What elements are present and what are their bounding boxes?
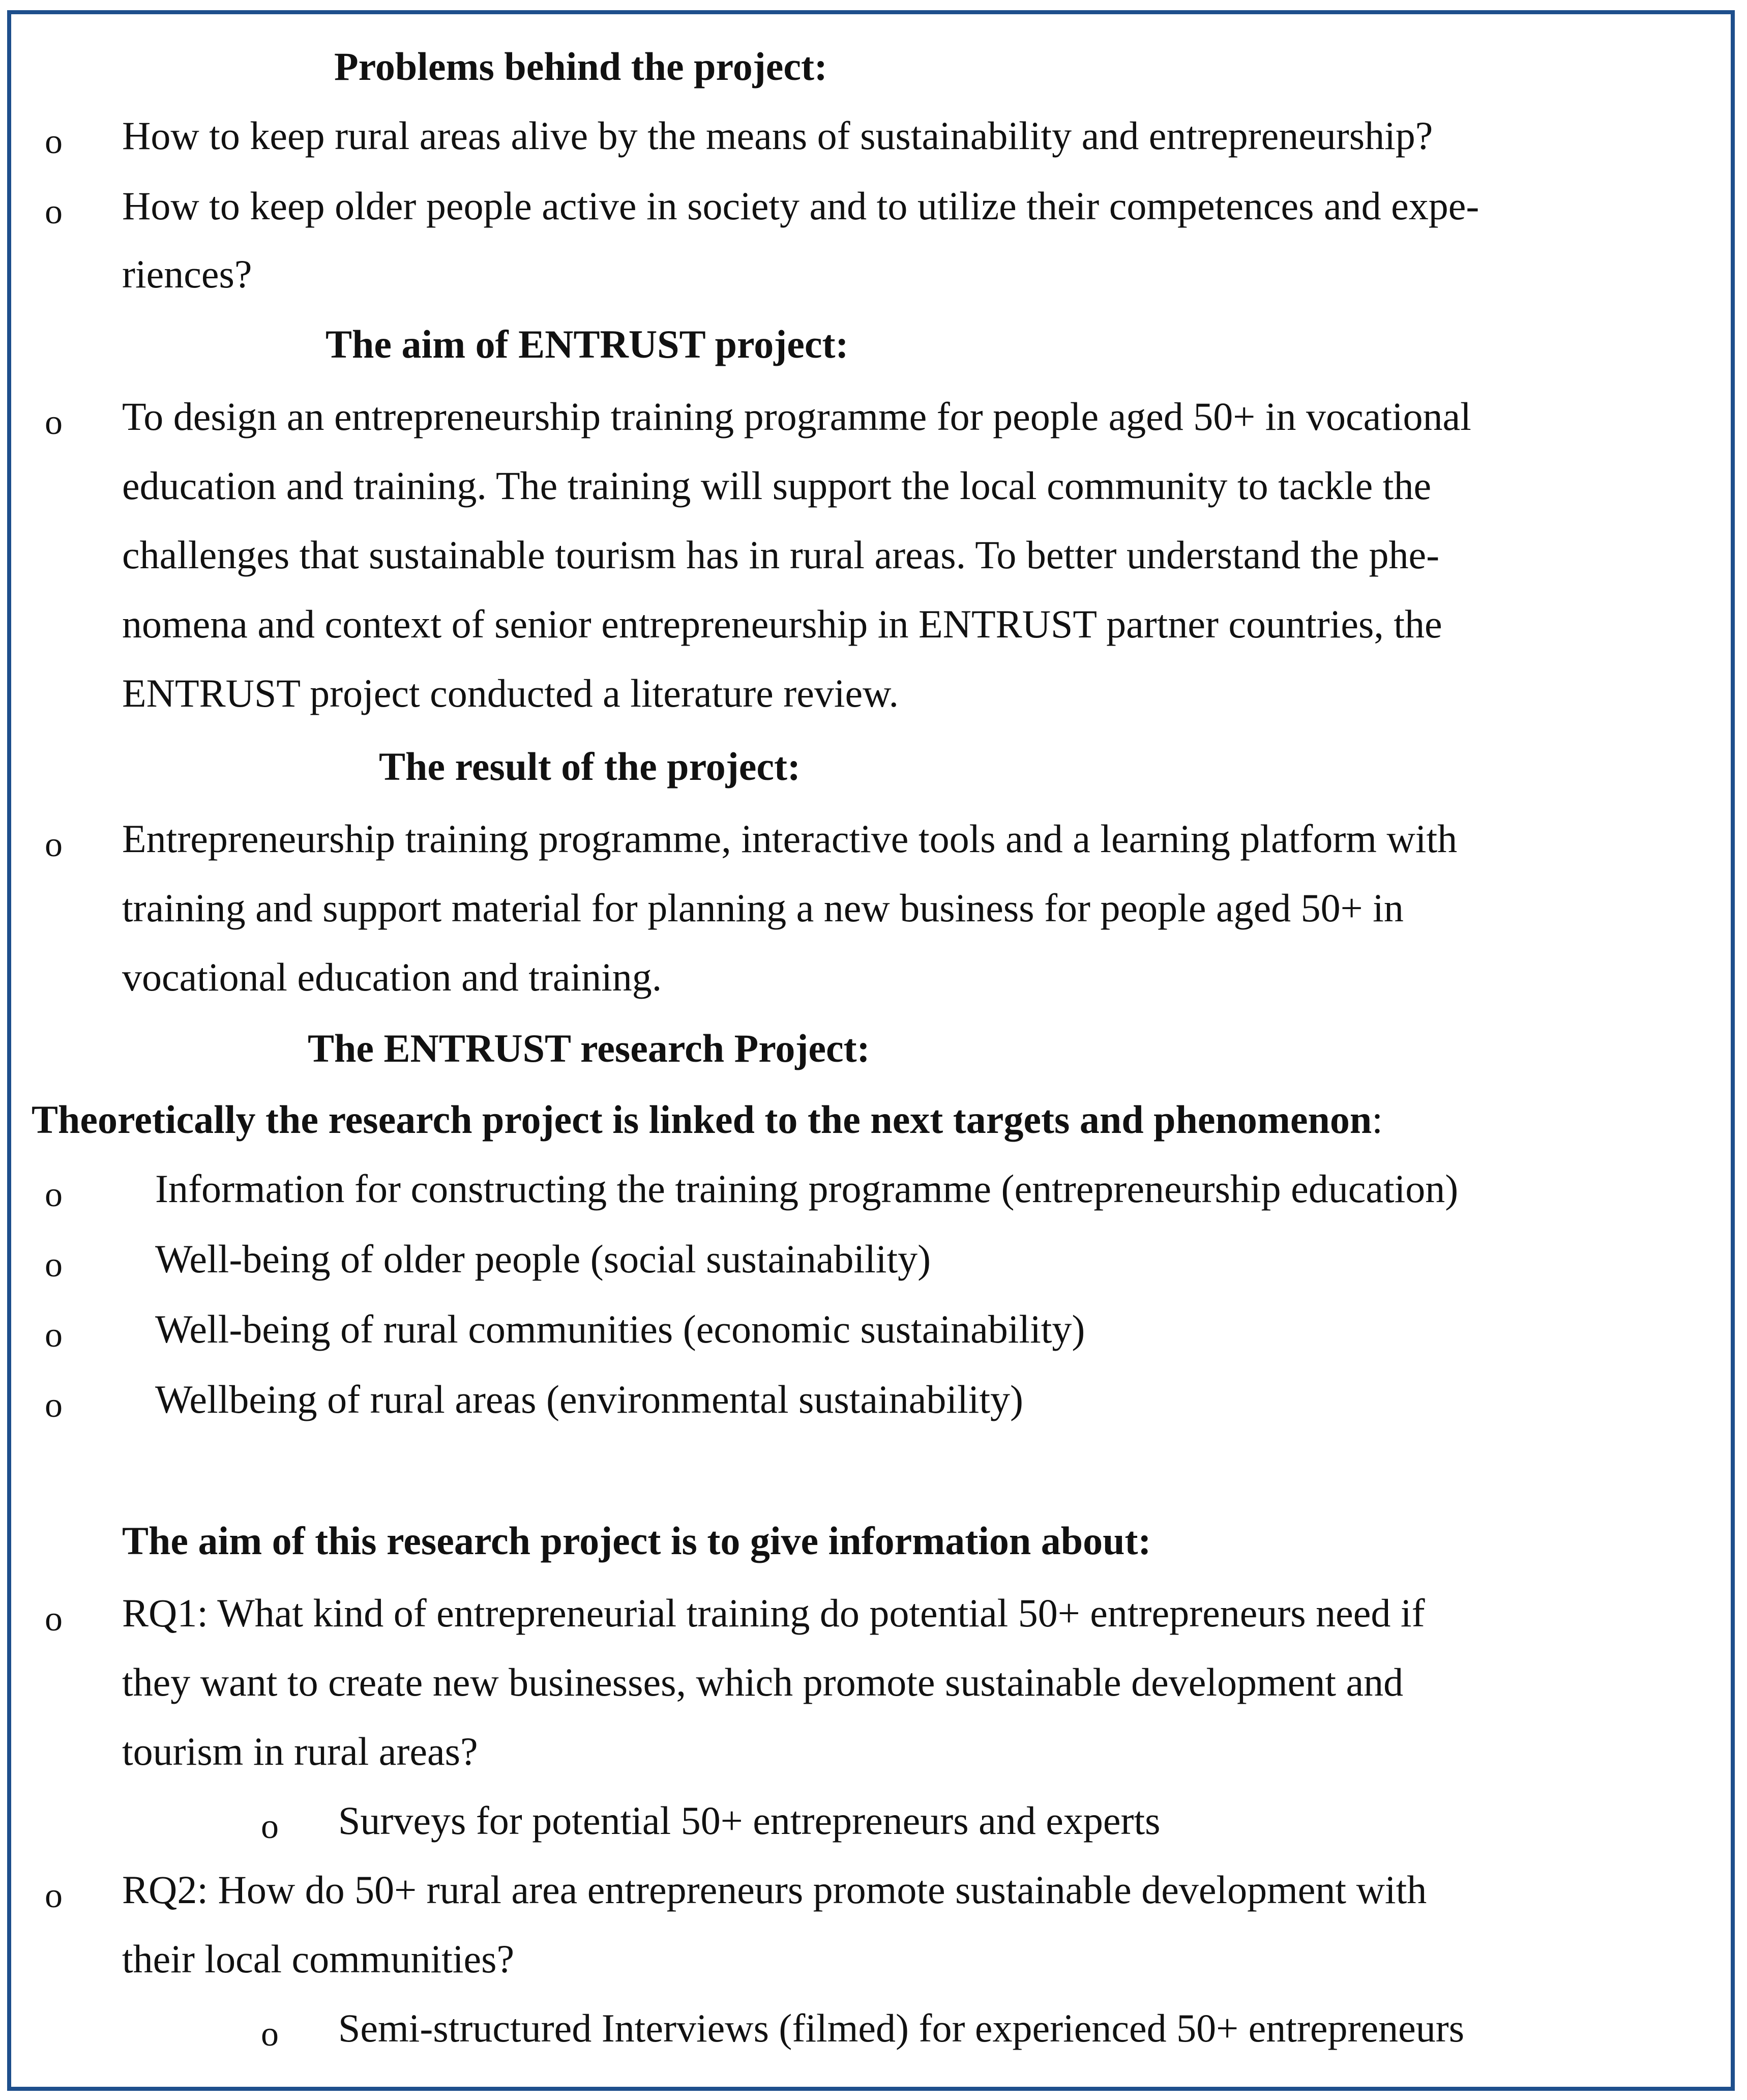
heading-problems: Problems behind the project: [334,44,827,89]
aim-entrust-line-2: education and training. The training will support the local community to tackle the [122,463,1432,508]
heading-research-project: The ENTRUST research Project: [308,1026,870,1070]
rq1-method: Surveys for potential 50+ entrepreneurs and experts [338,1798,1161,1843]
rq1-line-2: they want to create new businesses, which promote sustainable development and [122,1660,1404,1704]
rq2-method: Semi-structured Interviews (filmed) for experienced 50+ entrepreneurs [338,2006,1465,2050]
theoretical-links-bold-text: Theoretically the research project is linked to the next targets and phenomenon [32,1097,1372,1142]
heading-aim-entrust: The aim of ENTRUST project: [325,322,849,366]
sub-bullet-marker: o [261,1807,279,1846]
target-item-1: Information for constructing the training programme (entrepreneurship education) [155,1166,1459,1211]
bullet-marker: o [45,1386,63,1425]
bullet-marker: o [45,1316,63,1355]
target-item-2: Well-being of older people (social sustainability) [155,1237,931,1281]
problem-question-2-line-2: riences? [122,252,252,296]
bullet-marker: o [45,403,63,442]
bullet-marker: o [45,122,63,161]
problem-question-2-line-1: How to keep older people active in society and to utilize their competences and expe- [122,184,1479,228]
theoretical-links-colon: : [1372,1097,1383,1142]
bullet-marker: o [45,1599,63,1639]
content-box-border [7,10,1735,2091]
aim-entrust-line-1: To design an entrepreneurship training programme for people aged 50+ in vocational [122,394,1471,439]
aim-entrust-line-3: challenges that sustainable tourism has in rural areas. To better understand the phe- [122,533,1440,577]
theoretical-links-heading [32,1097,1383,1142]
target-item-3: Well-being of rural communities (economic sustainability) [155,1307,1085,1351]
bullet-marker: o [45,192,63,231]
aim-entrust-line-5: ENTRUST project conducted a literature review. [122,671,899,715]
bullet-marker: o [45,1245,63,1285]
rq2-line-1: RQ2: How do 50+ rural area entrepreneurs promote sustainable development with [122,1868,1427,1912]
bullet-marker: o [45,1876,63,1915]
result-line-1: Entrepreneurship training programme, interactive tools and a learning platform with [122,816,1458,861]
aim-entrust-line-4: nomena and context of senior entrepreneurship in ENTRUST partner countries, the [122,602,1442,646]
result-line-2: training and support material for planning a new business for people aged 50+ in [122,886,1404,930]
rq2-line-2: their local communities? [122,1937,515,1981]
bullet-marker: o [45,825,63,864]
bullet-marker: o [45,1175,63,1214]
heading-result: The result of the project: [379,744,801,789]
sub-bullet-marker: o [261,2015,279,2054]
problem-question-1: How to keep rural areas alive by the means of sustainability and entrepreneurship? [122,113,1433,158]
target-item-4: Wellbeing of rural areas (environmental sustainability) [155,1377,1023,1421]
rq1-line-1: RQ1: What kind of entrepreneurial training do potential 50+ entrepreneurs need if [122,1591,1425,1635]
heading-aim-research: The aim of this research project is to give information about: [122,1519,1151,1563]
result-line-3: vocational education and training. [122,955,662,999]
rq1-line-3: tourism in rural areas? [122,1729,478,1773]
